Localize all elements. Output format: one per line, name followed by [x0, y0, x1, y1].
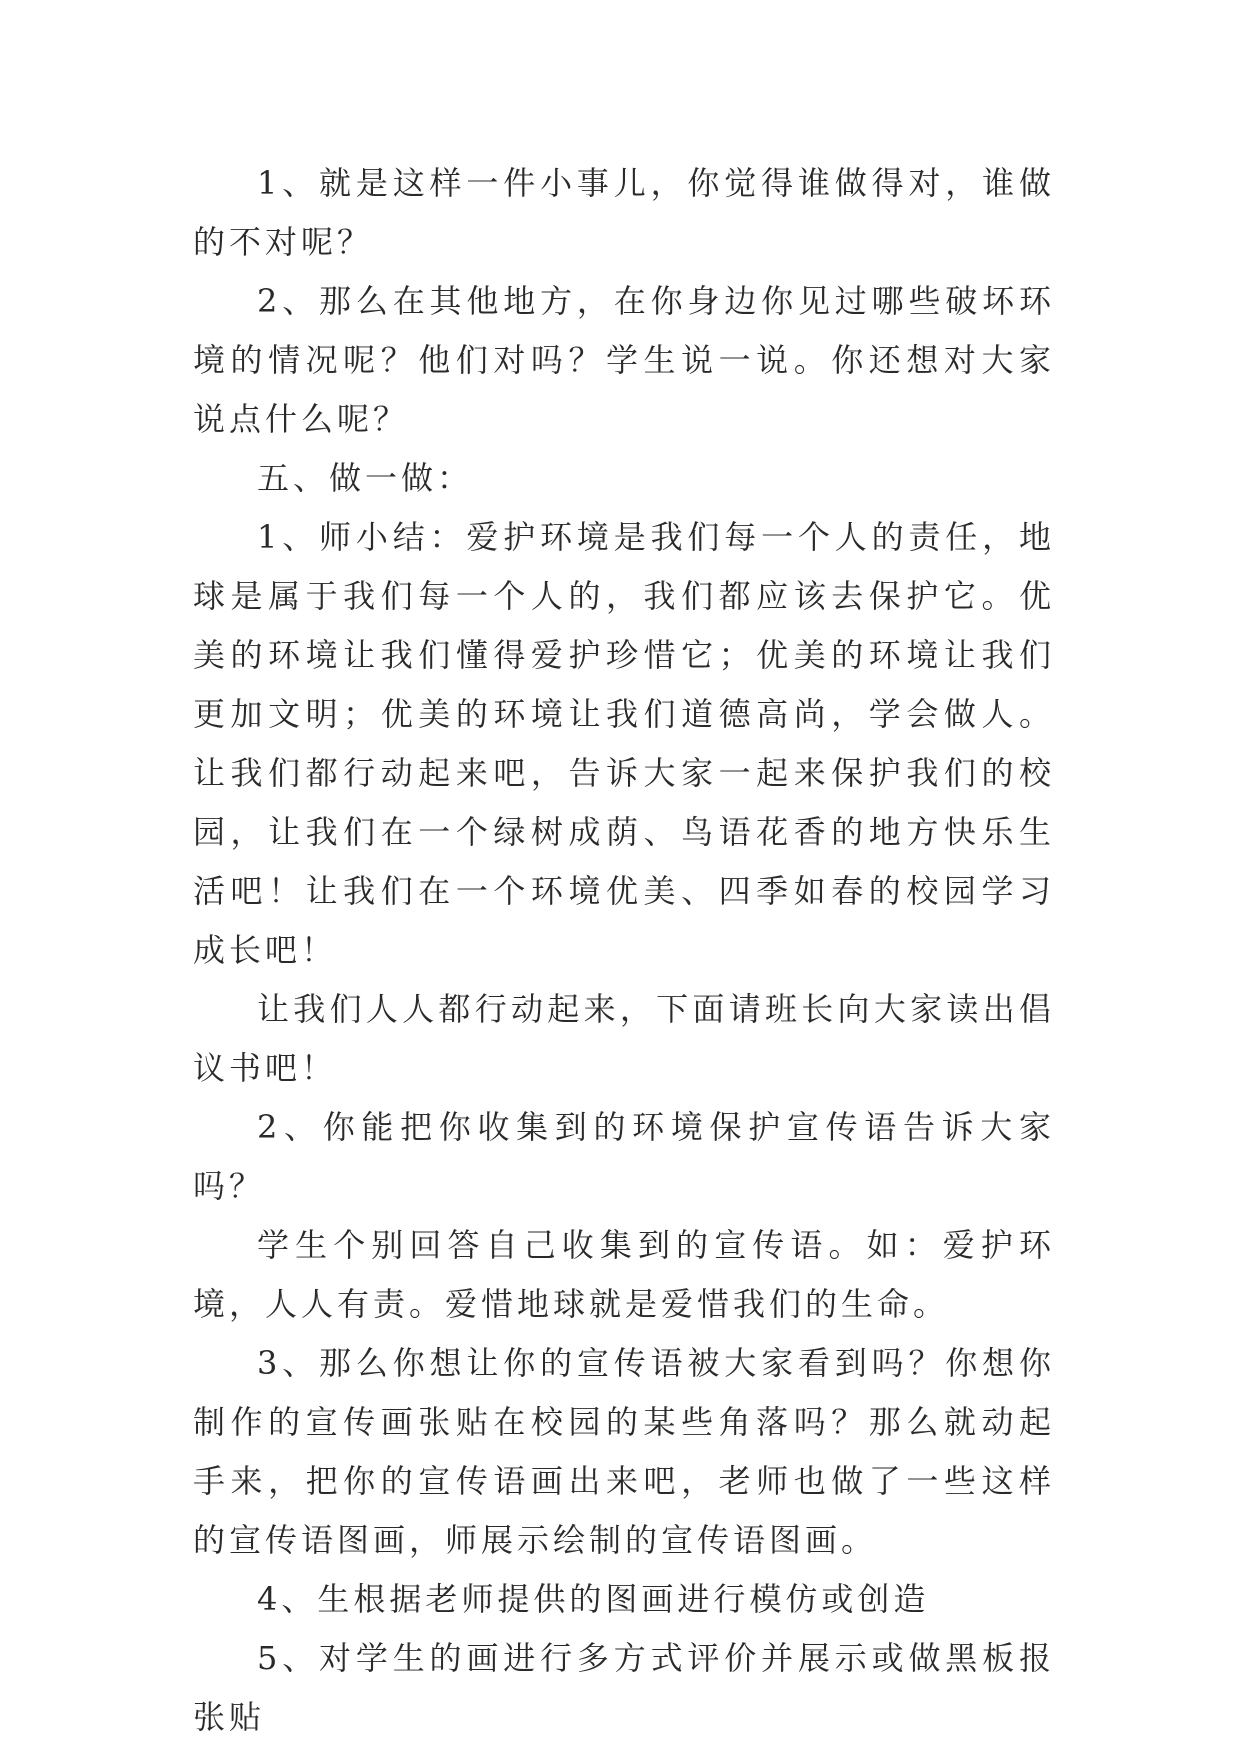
paragraph-8: 3、那么你想让你的宣传语被大家看到吗？你想你制作的宣传画张贴在校园的某些角落吗？那么就动起手来，把你的宣传语画出来吧，老师也做了一些这样的宣传语图画，师展示绘制的宣传语图画。 [193, 1344, 1055, 1559]
paragraph-5: 让我们人人都行动起来，下面请班长向大家读出倡议书吧！ [193, 990, 1055, 1087]
paragraph-2: 2、那么在其他地方，在你身边你见过哪些破坏环境的情况呢？他们对吗？学生说一说。你还想对大家说点什么呢？ [193, 282, 1055, 438]
paragraph-1: 1、就是这样一件小事儿，你觉得谁做得对，谁做的不对呢？ [193, 164, 1055, 261]
document-body [193, 154, 1055, 1747]
paragraph-10: 5、对学生的画进行多方式评价并展示或做黑板报张贴 [193, 1639, 1055, 1736]
paragraph-6: 2、你能把你收集到的环境保护宣传语告诉大家吗？ [193, 1108, 1055, 1205]
section-heading: 五、做一做： [257, 459, 474, 497]
paragraph-9: 4、生根据老师提供的图画进行模仿或创造 [257, 1580, 930, 1618]
paragraph-7: 学生个别回答自己收集到的宣传语。如：爱护环境，人人有责。爱惜地球就是爱惜我们的生命。 [193, 1226, 1055, 1323]
paragraph-4: 1、师小结：爱护环境是我们每一个人的责任，地球是属于我们每一个人的，我们都应该去保护它。优美的环境让我们懂得爱护珍惜它；优美的环境让我们更加文明；优美的环境让我们道德高尚，学会做人。让我们都行动起来吧，告诉大家一起来保护我们的校园，让我们在一个绿树成荫、鸟语花香的地方快乐生活吧！让我们在一个环境优美、四季如春的校园学习成长吧！ [193, 518, 1055, 969]
